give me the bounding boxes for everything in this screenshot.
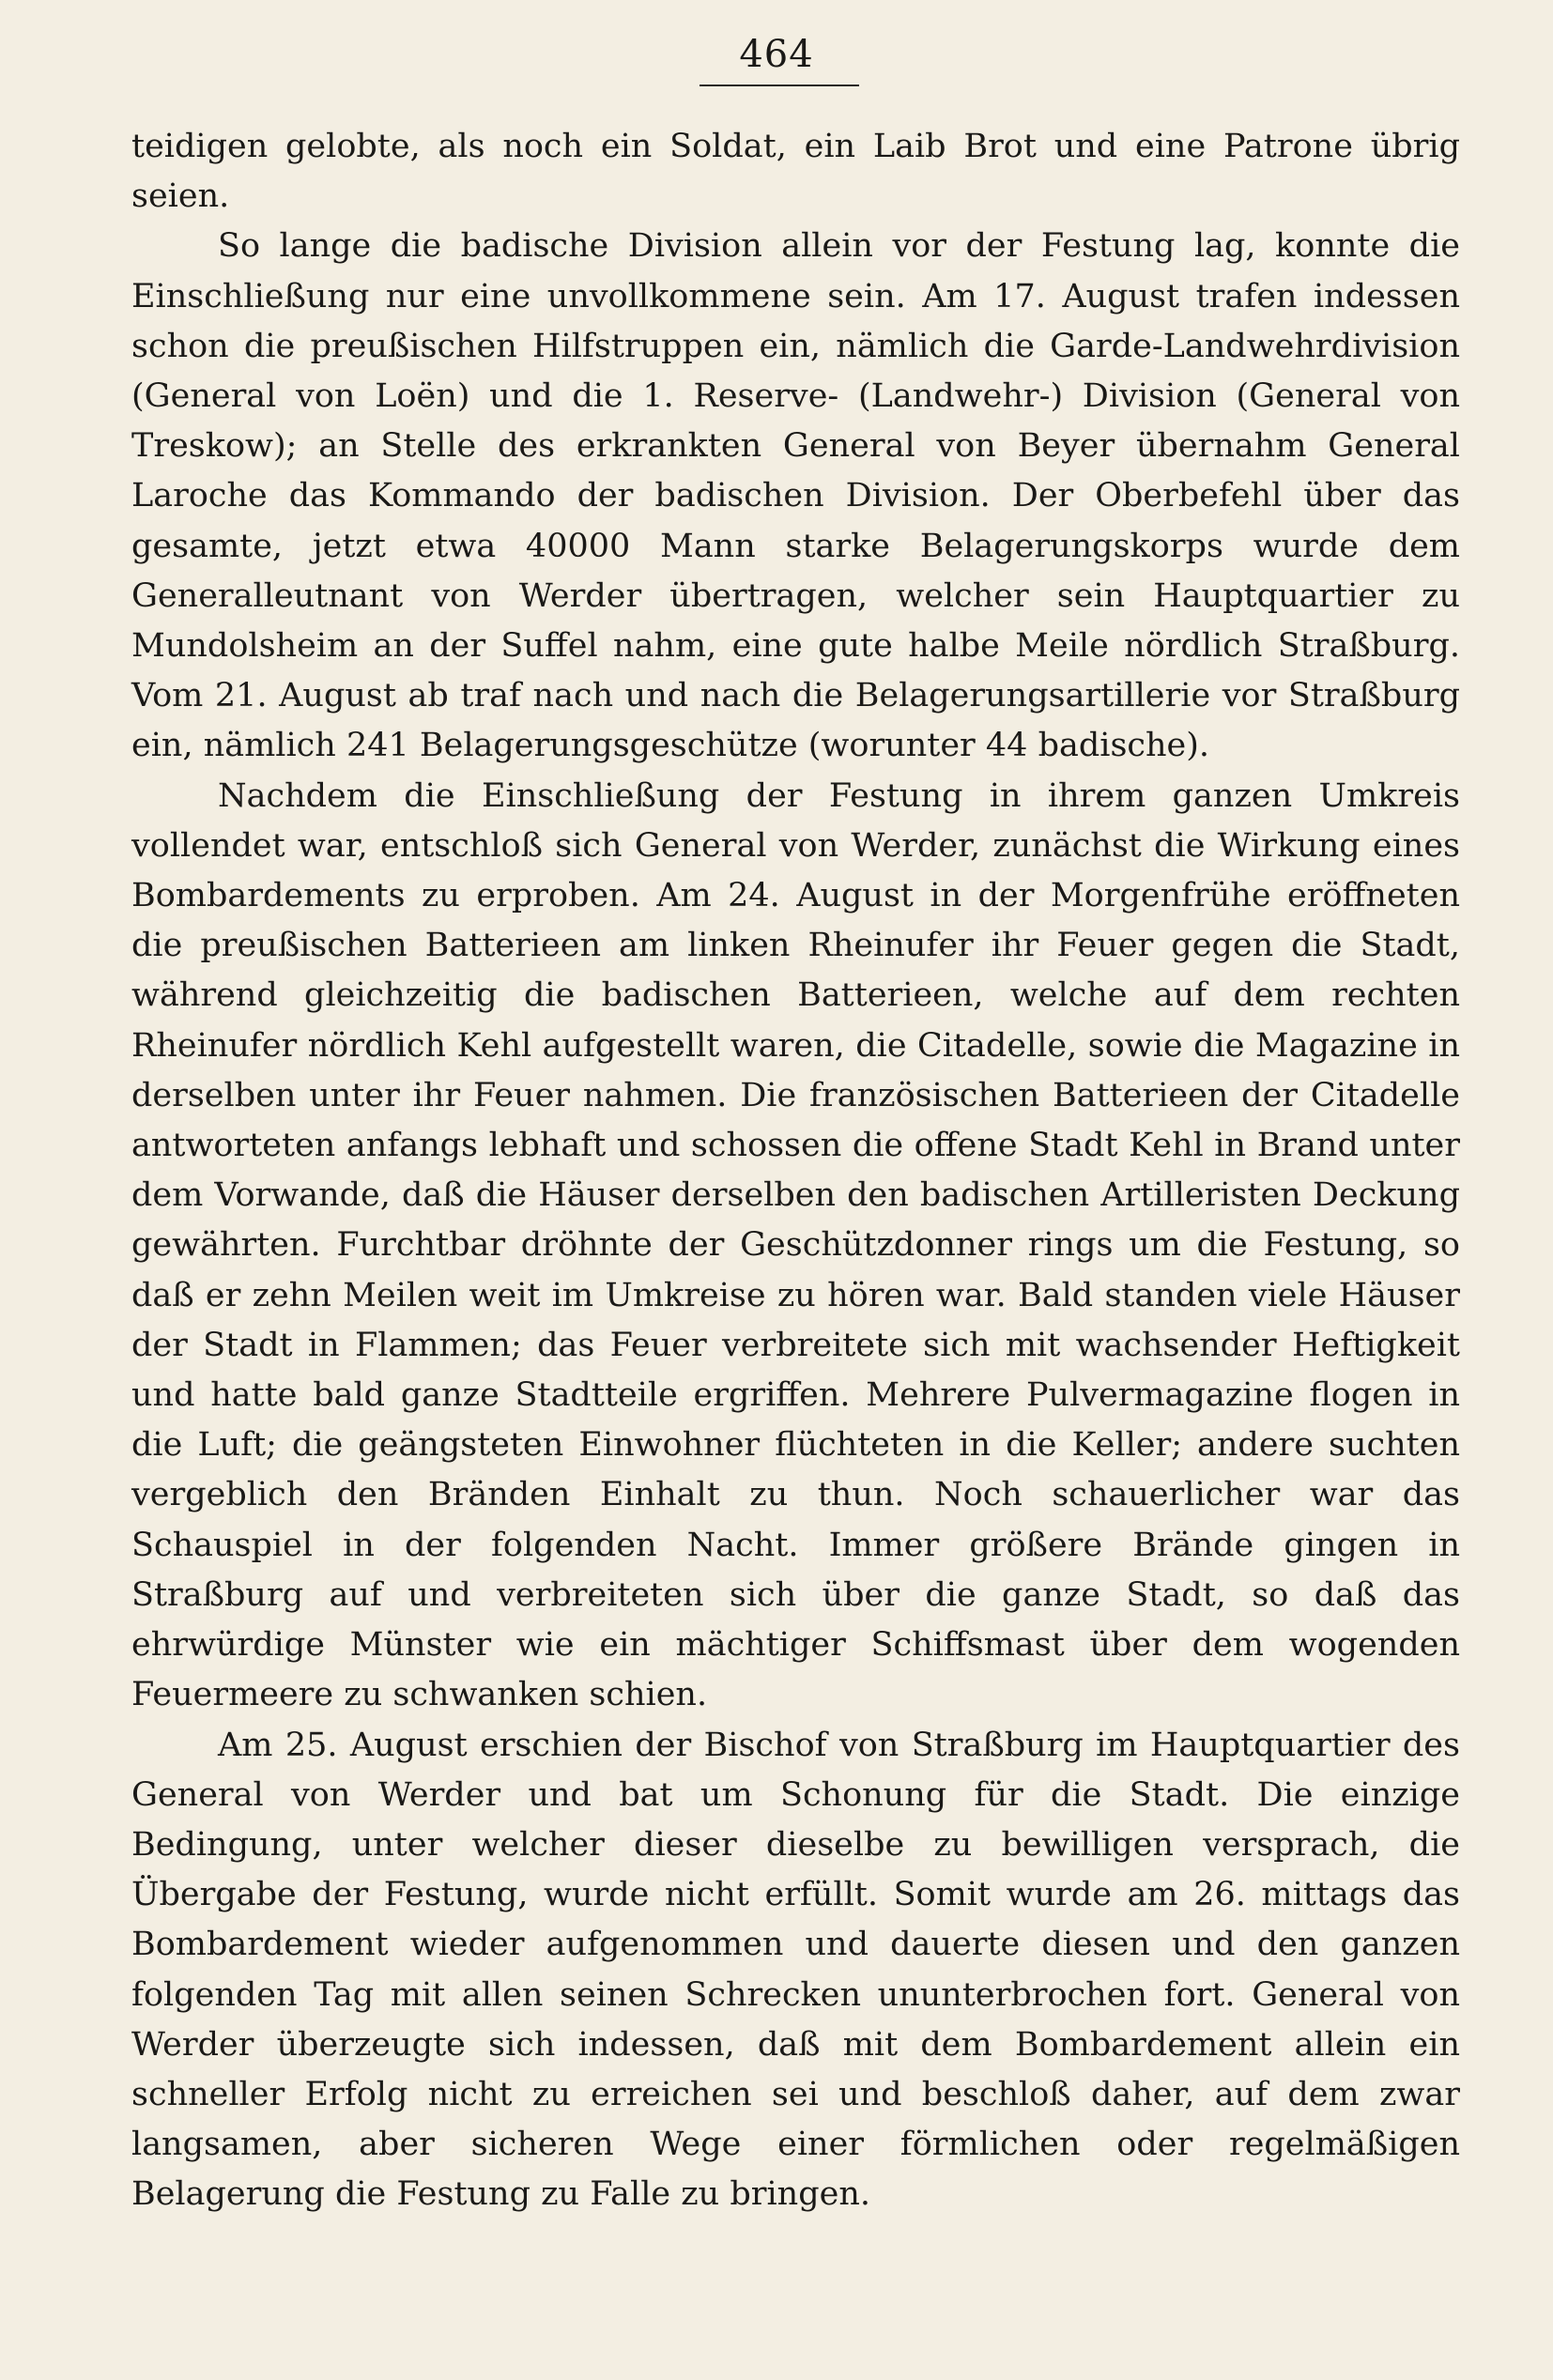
page-number: 464 bbox=[739, 33, 814, 76]
paragraph-siege-forces: So lange die badische Division allein vor der Festung lag, konnte die Einschließung nur eine unvollkommene sein. Am 17. August trafen indessen schon die preußischen Hilfstruppen ein, nämlich die Garde-Landwehrdivision (General von Loën) und die 1. Reserve- (Landwehr-) Division (General von Treskow); an Stelle des erkrankten General von Beyer übernahm General Laroche das Kommando der badischen Division. Der Oberbefehl über das gesamte, jetzt etwa 40000 Mann starke Belagerungskorps wurde dem Generalleutnant von Werder übertragen, welcher sein Hauptquartier zu Mundolsheim an der Suffel nahm, eine gute halbe Meile nördlich Straßburg. Vom 21. August ab traf nach und nach die Belagerungsartillerie vor Straßburg ein, nämlich 241 Belagerungsgeschütze (worunter 44 badische). bbox=[131, 227, 1460, 765]
paragraph-continuation: teidigen gelobte, als noch ein Soldat, ein Laib Brot und eine Patrone übrig seien. bbox=[131, 128, 1460, 216]
header-rule bbox=[700, 84, 859, 86]
paragraph-bishop-request: Am 25. August erschien der Bischof von Straßburg im Hauptquartier des General von Werder und bat um Schonung für die Stadt. Die einzige Bedingung, unter welcher dieser dieselbe zu bewilligen versprach, die Übergabe der Festung, wurde nicht erfüllt. Somit wurde am 26. mittags das Bombardement wieder aufgenommen und dauerte diesen und den ganzen folgenden Tag mit allen seinen Schrecken ununterbrochen fort. General von Werder überzeugte sich indessen, daß mit dem Bombardement allein ein schneller Erfolg nicht zu erreichen sei und beschloß daher, auf dem zwar langsamen, aber sicheren Wege einer förmlichen oder regelmäßigen Belagerung die Festung zu Falle zu bringen. bbox=[131, 1726, 1460, 2214]
body-text bbox=[131, 122, 1460, 2220]
paragraph-bombardment: Nachdem die Einschließung der Festung in ihrem ganzen Umkreis vollendet war, entschloß sich General von Werder, zunächst die Wirkung eines Bombardements zu erproben. Am 24. August in der Morgenfrühe eröffneten die preußischen Batterieen am linken Rheinufer ihr Feuer gegen die Stadt, während gleichzeitig die badischen Batterieen, welche auf dem rechten Rheinufer nördlich Kehl aufgestellt waren, die Citadelle, sowie die Magazine in derselben unter ihr Feuer nahmen. Die französischen Batterieen der Citadelle antworteten anfangs lebhaft und schossen die offene Stadt Kehl in Brand unter dem Vorwande, daß die Häuser derselben den badischen Artilleristen Deckung gewährten. Furchtbar dröhnte der Geschützdonner rings um die Festung, so daß er zehn Meilen weit im Umkreise zu hören war. Bald standen viele Häuser der Stadt in Flammen; das Feuer verbreitete sich mit wachsender Heftigkeit und hatte bald ganze Stadtteile ergriffen. Mehrere Pulvermagazine flogen in die Luft; die geängsteten Einwohner flüchteten in die Keller; andere suchten vergeblich den Bränden Einhalt zu thun. Noch schauerlicher war das Schauspiel in der folgenden Nacht. Immer größere Brände gingen in Straßburg auf und verbreiteten sich über die ganze Stadt, so daß das ehrwürdige Münster wie ein mächtiger Schiffsmast über dem wogenden Feuermeere zu schwanken schien. bbox=[131, 776, 1460, 1714]
